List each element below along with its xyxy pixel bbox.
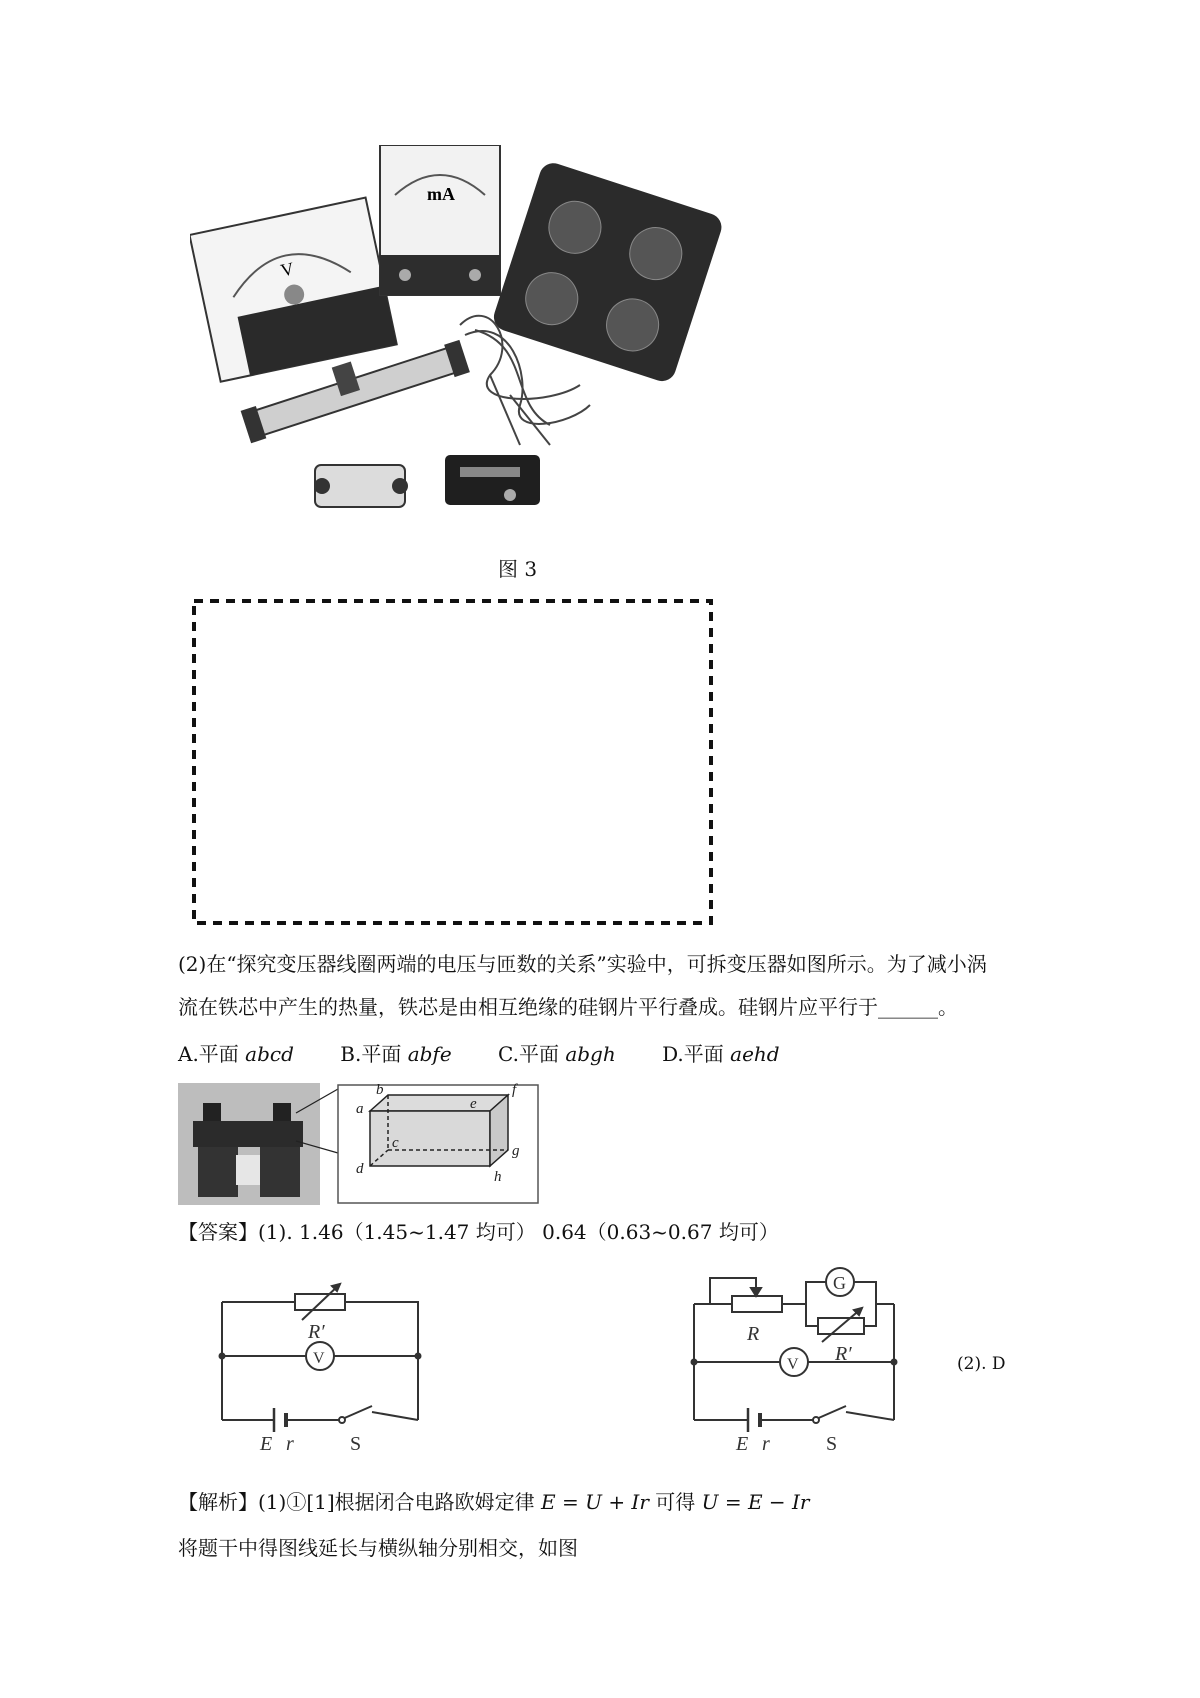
vertex-b: b (376, 1083, 384, 1098)
lab-equipment-figure (190, 145, 760, 570)
transformer-figure (178, 1083, 540, 1205)
question-2-options (178, 1040, 780, 1068)
right-resistor-label: R′ (835, 1343, 852, 1365)
resistance-box-device (490, 160, 725, 385)
voltmeter-symbol: V (278, 258, 296, 281)
analysis-line-2: 将题干中得图线延长与横纵轴分别相交，如图 (178, 1536, 578, 1560)
equation-1: E = U + Ir (541, 1490, 649, 1514)
milliammeter-device (380, 145, 500, 295)
vertex-f: f (512, 1083, 517, 1098)
switch-device (445, 455, 540, 505)
left-meter-label: V (313, 1350, 325, 1367)
iron-core-box-diagram (370, 1095, 508, 1166)
vertex-e: e (470, 1096, 477, 1112)
transformer-photo (178, 1083, 320, 1205)
answer-line: 【答案】(1). 1.46（1.45~1.47 均可） 0.64（0.63~0.67 均可） (178, 1220, 779, 1244)
analysis-middle: 可得 (648, 1490, 696, 1514)
question-2-line-1: (2)在“探究变压器线圈两端的电压与匝数的关系”实验中，可拆变压器如图所示。为了减小涡 (178, 952, 987, 976)
circuit-right (680, 1262, 920, 1457)
question-2-line-2: 流在铁芯中产生的热量，铁芯是由相互绝缘的硅钢片平行叠成。硅钢片应平行于______。 (178, 995, 958, 1019)
left-battery-e-label: E (260, 1433, 273, 1455)
analysis-prefix: 【解析】(1)①[1]根据闭合电路欧姆定律 (178, 1490, 535, 1514)
left-resistor-label: R′ (308, 1321, 325, 1343)
vertex-d: d (356, 1161, 364, 1177)
equation-2: U = E − Ir (701, 1490, 810, 1514)
option-b: B.平面 abfe (340, 1042, 452, 1066)
option-a: A.平面 abcd (178, 1042, 294, 1066)
right-switch-label: S (826, 1433, 838, 1455)
right-meter-label: V (787, 1356, 799, 1373)
battery-holder-device (314, 465, 408, 507)
figure-caption: 图 3 (498, 557, 538, 581)
vertex-a: a (356, 1101, 364, 1117)
milliammeter-symbol: mA (427, 184, 455, 204)
vertex-g: g (512, 1143, 520, 1159)
circuit-left (200, 1272, 440, 1457)
vertex-h: h (494, 1169, 502, 1185)
answer-part-2: (2). D (957, 1354, 1006, 1374)
answer-dashed-box (190, 597, 715, 927)
voltmeter-device (190, 198, 397, 382)
option-c: C.平面 abgh (498, 1042, 616, 1066)
left-battery-r-label: r (286, 1433, 294, 1455)
right-rheostat-label: R (747, 1323, 760, 1345)
left-switch-label: S (350, 1433, 362, 1455)
analysis-line-1 (178, 1488, 810, 1516)
option-d: D.平面 aehd (662, 1042, 780, 1066)
right-battery-e-label: E (736, 1433, 749, 1455)
right-galvanometer-label: G (833, 1273, 846, 1293)
right-battery-r-label: r (762, 1433, 770, 1455)
vertex-c: c (392, 1135, 399, 1151)
